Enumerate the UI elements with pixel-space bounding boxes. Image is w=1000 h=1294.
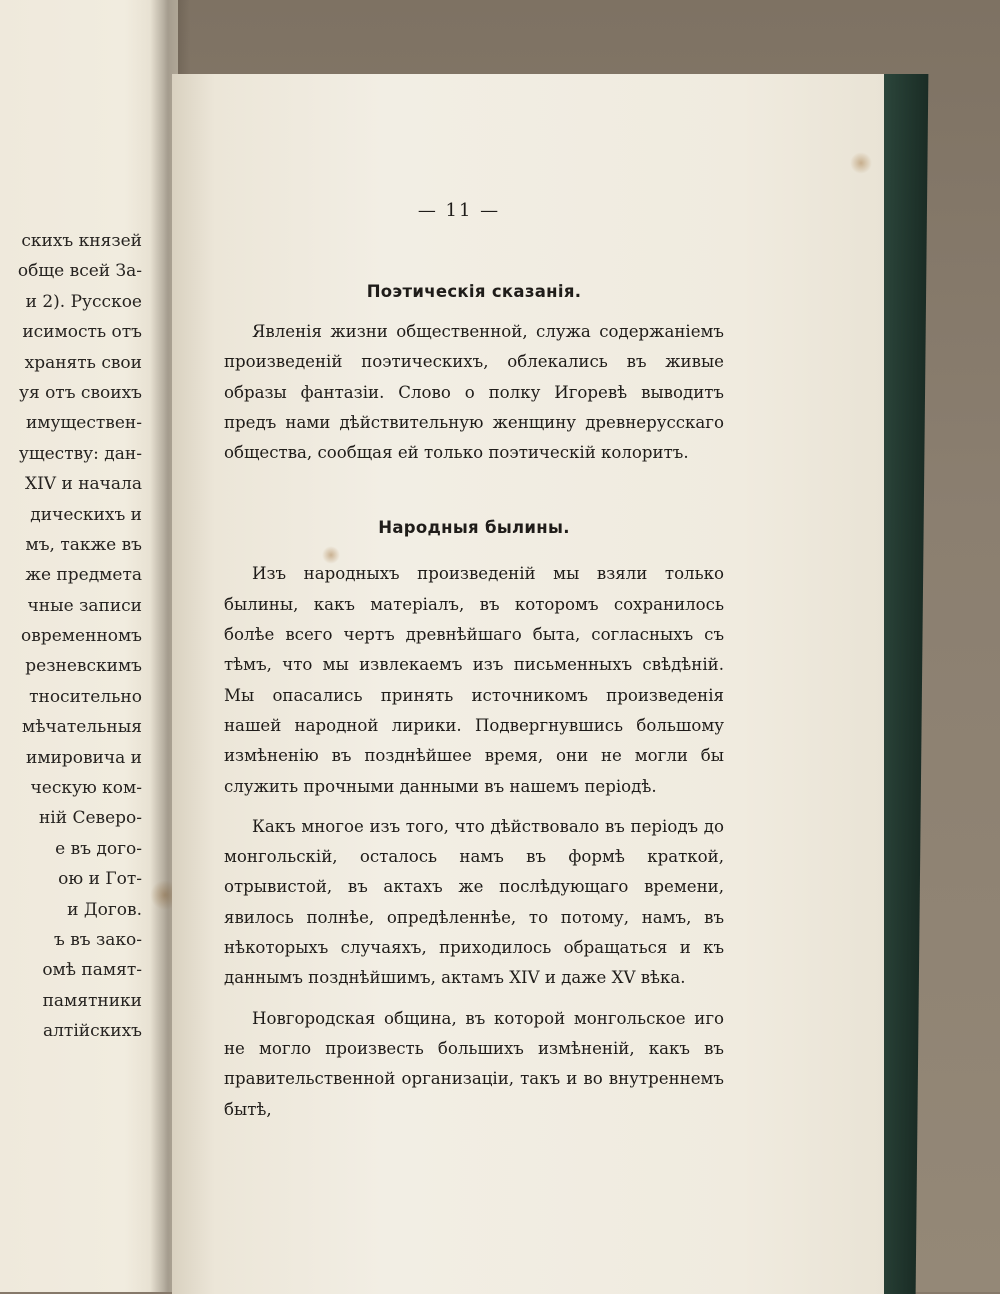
left-page-line: и Догов. — [67, 899, 142, 920]
left-page-line: тносительно — [29, 686, 142, 707]
left-page-line: и 2). Русское — [25, 291, 142, 312]
left-page-line: обще всей За- — [17, 261, 142, 282]
left-page-line: уществу: дан- — [18, 443, 142, 464]
left-page-line: резневскимъ — [25, 656, 142, 677]
left-page-text — [0, 226, 142, 1047]
left-page-line: чные записи — [27, 595, 142, 616]
left-page-line: ческую ком- — [30, 778, 142, 799]
paragraph: Изъ народныхъ произведеній мы взяли только былины, какъ матеріалъ, въ которомъ сохранилось болѣе всего чертъ древнѣйшаго быта, согласныхъ съ тѣмъ, что мы извлекаемъ изъ письменныхъ свѣдѣній. Мы опасались принять источникомъ произведенія нашей народной лирики. Подвергнувшись большому измѣненію въ позднѣйшее время, они не могли бы служить прочными данными въ нашемъ періодѣ. — [224, 564, 724, 796]
left-page-line: омѣ памят- — [42, 960, 142, 981]
left-page-line: дическихъ и — [30, 504, 142, 525]
paragraph: Новгородская община, въ которой монгольское иго не могло произвесть большихъ измѣненій, какъ въ правительственной организаціи, такъ и во внутреннемъ бытѣ, — [224, 1008, 724, 1119]
left-page-line: ъ въ зако- — [53, 929, 142, 950]
left-page-line: мѣчательныя — [22, 717, 142, 738]
left-page-line: XIV и начала — [24, 474, 142, 495]
left-page-line: овременномъ — [21, 626, 142, 647]
left-page-line: ній Северо- — [38, 808, 142, 829]
paper-stain — [850, 152, 872, 174]
left-page-line: мъ, также въ — [25, 534, 142, 555]
left-page-line: имировича и — [25, 747, 142, 768]
left-page-line: памятники — [42, 990, 142, 1011]
left-page-line: скихъ князей — [21, 231, 142, 251]
left-page-line: же предмета — [25, 565, 142, 586]
paragraph: Какъ многое изъ того, что дѣйствовало въ періодъ до монгольскій, осталось намъ въ формѣ краткой, отрывистой, въ актахъ же послѣдующаго времени, явилось полнѣе, опредѣленнѣе, то потому, намъ, въ нѣкоторыхъ случаяхъ, приходилось обращаться и къ даннымъ позднѣйшимъ, актамъ XIV и даже XV вѣка. — [224, 816, 724, 988]
section-title-folk-byliny: Народныя былины. — [378, 518, 570, 538]
left-page-line: хранять свои — [24, 352, 142, 373]
right-page-content — [224, 200, 724, 1135]
section-title-poetic-tales: Поэтическія сказанія. — [366, 282, 582, 301]
page-number: — 11 — — [417, 200, 501, 221]
left-page-line: исимость отъ — [22, 322, 142, 343]
left-page-line: уя отъ своихъ — [18, 382, 142, 403]
left-page-line: е въ дого- — [55, 838, 142, 859]
paragraph: Явленія жизни общественной, служа содержаніемъ произведеній поэтическихъ, облекались въ живые образы фантазіи. Слово о полку Игоревѣ выводитъ предъ нами дѣйствительную женщину древнерусскаго общества, сообщая ей только поэтическій колоритъ. — [224, 322, 724, 463]
left-page-line: имуществен- — [25, 413, 142, 434]
left-page-line: алтійскихъ — [43, 1021, 142, 1042]
left-page-line: ою и Гот- — [58, 869, 142, 890]
